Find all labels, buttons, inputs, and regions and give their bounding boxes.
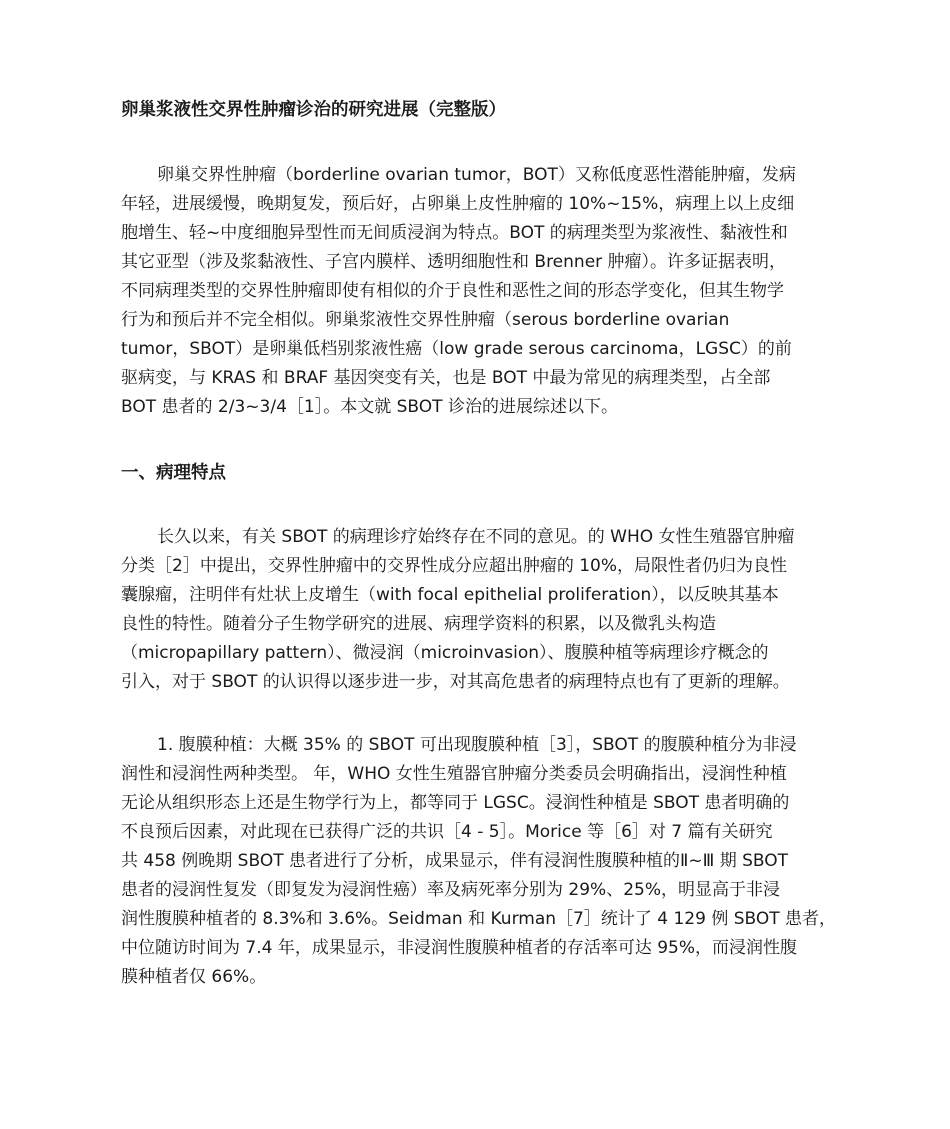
list-item-line: 1. 腹膜种植：大概 35% 的 SBOT 可出现腹膜种植［3］，SBOT 的腹膜种植分为非浸 [157, 735, 797, 755]
intro-line: 胞增生、轻~中度细胞异型性而无间质浸润为特点。BOT 的病理类型为浆液性、黏液性和 [121, 223, 788, 243]
list-item-line: 不良预后因素，对此现在已获得广泛的共识［4 - 5］。Morice 等［6］对 7 篇有关研究 [121, 822, 773, 842]
list-item-line: 中位随访时间为 7.4 年，成果显示，非浸润性腹膜种植者的存活率可达 95%，而浸润性腹 [121, 938, 798, 958]
section-paragraph-line: 长久以来，有关 SBOT 的病理诊疗始终存在不同的意见。的 WHO 女性生殖器官肿瘤 [157, 527, 795, 547]
intro-line: BOT 患者的 2/3~3/4［1］。本文就 SBOT 诊治的进展综述以下。 [121, 397, 618, 417]
section-heading: 一、病理特点 [121, 463, 226, 483]
intro-line: 行为和预后并不完全相似。卵巢浆液性交界性肿瘤（serous borderline ovarian [121, 310, 730, 330]
intro-line: 驱病变，与 KRAS 和 BRAF 基因突变有关，也是 BOT 中最为常见的病理类型，占全部 [121, 368, 771, 388]
list-item-line: 共 458 例晚期 SBOT 患者进行了分析，成果显示，伴有浸润性腹膜种植的Ⅱ~Ⅲ 期 SBOT [121, 851, 789, 871]
section-paragraph-line: 分类［2］中提出，交界性肿瘤中的交界性成分应超出肿瘤的 10%，局限性者仍归为良性 [121, 556, 788, 576]
section-paragraph-line: 囊腺瘤，注明伴有灶状上皮增生（with focal epithelial proliferation），以反映其基本 [121, 585, 779, 605]
list-item-paragraph [121, 731, 837, 992]
intro-line: 年轻，进展缓慢，晚期复发，预后好，占卵巢上皮性肿瘤的 10%~15%，病理上以上皮细 [121, 194, 795, 214]
intro-line: 其它亚型（涉及浆黏液性、子宫内膜样、透明细胞性和 Brenner 肿瘤）。许多证据表明， [121, 252, 787, 272]
intro-paragraph [121, 161, 833, 422]
list-item-line: 润性腹膜种植者的 8.3%和 3.6%。Seidman 和 Kurman［7］统计了 4 129 例 SBOT 患者， [121, 909, 837, 929]
section-paragraph-line: 良性的特性。随着分子生物学研究的进展、病理学资料的积累，以及微乳头构造 [121, 614, 716, 634]
intro-line: 卵巢交界性肿瘤（borderline ovarian tumor，BOT）又称低度恶性潜能肿瘤，发病 [157, 165, 796, 185]
intro-line: tumor，SBOT）是卵巢低档别浆液性癌（low grade serous carcinoma，LGSC）的前 [121, 339, 792, 359]
section-paragraph-line: 引入，对于 SBOT 的认识得以逐步进一步，对其高危患者的病理特点也有了更新的理解。 [121, 672, 790, 692]
list-item-line: 无论从组织形态上还是生物学行为上，都等同于 LGSC。浸润性种植是 SBOT 患者明确的 [121, 793, 790, 813]
section-paragraph-line: （micropapillary pattern）、微浸润（microinvasion）、腹膜种植等病理诊疗概念的 [121, 643, 769, 663]
list-item-line: 患者的浸润性复发（即复发为浸润性癌）率及病死率分别为 29%、25%，明显高于非浸 [121, 880, 780, 900]
document-title: 卵巢浆液性交界性肿瘤诊治的研究进展（完整版） [121, 100, 506, 120]
list-item-line: 润性和浸润性两种类型。 年，WHO 女性生殖器官肿瘤分类委员会明确指出，浸润性种植 [121, 764, 787, 784]
document-page [121, 96, 837, 992]
list-item-line: 膜种植者仅 66%。 [121, 967, 267, 987]
intro-line: 不同病理类型的交界性肿瘤即使有相似的介于良性和恶性之间的形态学变化，但其生物学 [121, 281, 784, 301]
section-paragraph [121, 523, 833, 697]
